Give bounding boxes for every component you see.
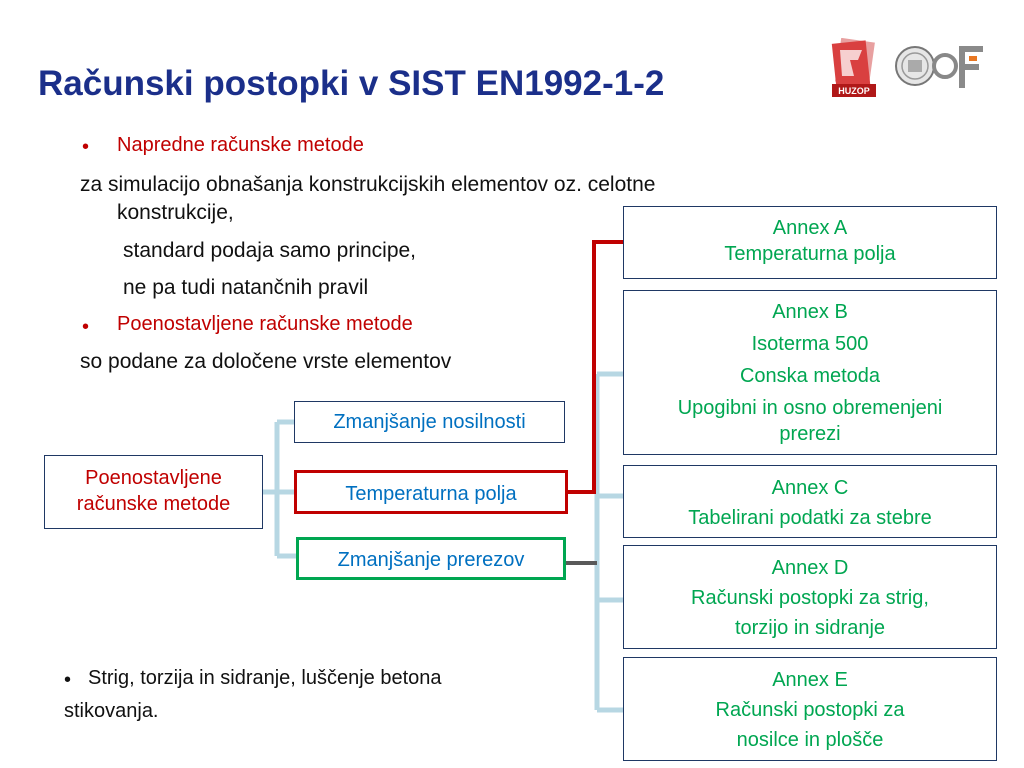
annex-b-line1: Isoterma 500 — [751, 333, 869, 355]
mid-label-1: Zmanjšanje nosilnosti — [333, 411, 526, 433]
annex-e-line1: Računski postopki za — [715, 699, 905, 721]
annex-d-line1: Računski postopki za strig, — [691, 587, 929, 609]
annex-b-line4: prerezi — [779, 423, 841, 445]
root-label-line1: Poenostavljene — [85, 467, 222, 489]
root-box — [44, 455, 263, 529]
advanced-desc-line1: za simulacijo obnašanja konstrukcijskih elementov oz. celotne — [80, 173, 656, 196]
annex-d-line2: torzijo in sidranje — [734, 617, 886, 639]
advanced-desc-line2: konstrukcije, — [117, 201, 234, 224]
bullet-marker-3: • — [64, 669, 72, 691]
bullet-marker-1: • — [82, 136, 90, 158]
annex-e-title: Annex E — [772, 669, 848, 691]
mid-box-3 — [296, 537, 566, 580]
page-title: Računski postopki v SIST EN1992-1-2 — [38, 64, 665, 103]
annex-b-box — [623, 290, 997, 455]
annex-b-title: Annex B — [772, 301, 848, 323]
connector-red-path — [568, 242, 623, 492]
simplified-desc-line1: so podane za določene vrste elementov — [80, 350, 452, 373]
root-label-line2: računske metode — [76, 493, 231, 515]
mid-box-2 — [294, 470, 568, 514]
annex-a-title: Annex A — [772, 217, 848, 239]
annex-b-line3: Upogibni in osno obremenjeni — [677, 397, 943, 419]
annex-d-box — [623, 545, 997, 649]
annex-b-line2: Conska metoda — [739, 365, 881, 387]
advanced-desc-line4: ne pa tudi natančnih pravil — [123, 276, 369, 299]
advanced-desc-line3: standard podaja samo principe, — [123, 239, 417, 262]
mid-label-2: Temperaturna polja — [345, 483, 517, 505]
huzop-logo-text: HUZOP — [838, 86, 870, 96]
shear-note-line2: stikovanja. — [64, 700, 159, 722]
annex-e-box — [623, 657, 997, 761]
annex-c-title: Annex C — [771, 477, 849, 499]
shear-note-line1: Strig, torzija in sidranje, luščenje betona — [88, 667, 442, 689]
mid-box-1 — [294, 401, 565, 443]
bullet-simplified-methods: Poenostavljene računske metode — [117, 313, 413, 335]
bullet-marker-2: • — [82, 316, 90, 338]
annex-e-line2: nosilce in plošče — [736, 729, 884, 751]
annex-c-line1: Tabelirani podatki za stebre — [688, 507, 932, 529]
bullet-advanced-methods: Napredne računske metode — [117, 134, 364, 156]
mid-label-3: Zmanjšanje prerezov — [337, 549, 525, 571]
annex-a-box — [623, 206, 997, 279]
annex-d-title: Annex D — [771, 557, 849, 579]
annex-c-box — [623, 465, 997, 538]
annex-a-line1: Temperaturna polja — [724, 243, 896, 265]
